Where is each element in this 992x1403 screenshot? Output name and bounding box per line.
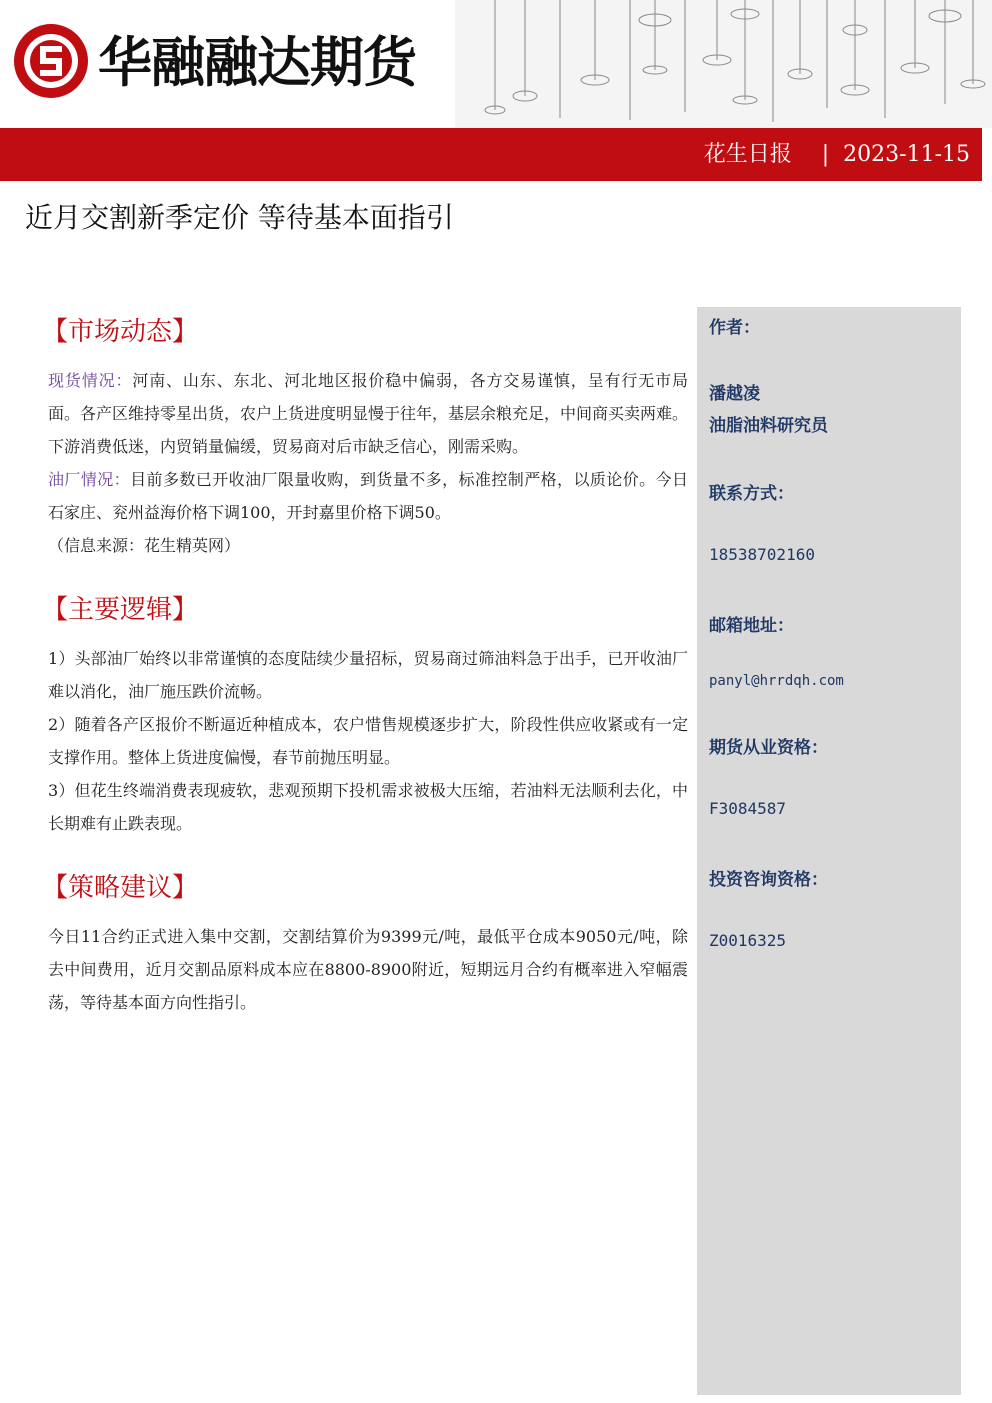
source-note: （信息来源：花生精英网） — [48, 536, 241, 555]
logic-item-1: 1）头部油厂始终以非常谨慎的态度陆续少量招标，贸易商过筛油料急于出手，已开收油厂难以消化，油厂施压跌价流畅。 — [48, 649, 688, 701]
futures-qualification-label: 期货从业资格： — [709, 738, 828, 758]
company-logo-icon — [12, 22, 90, 100]
company-name: 华融融达期货 — [98, 31, 416, 94]
futures-qualification: F3084587 — [709, 799, 787, 818]
report-title: 近月交割新季定价 等待基本面指引 — [25, 201, 454, 234]
report-type: 花生日报 — [703, 142, 792, 167]
spot-text: 河南、山东、东北、河北地区报价稳中偏弱，各方交易谨慎，呈有行无市局面。各产区维持零星出货，农户上货进度明显慢于往年，基层余粮充足，中间商买卖两难。下游消费低迷，内贸销量偏缓，贸易商对后市缺乏信心，刚需采购。 — [48, 371, 689, 456]
report-date: 2023-11-15 — [843, 142, 970, 167]
banner-separator: | — [821, 142, 830, 167]
decorative-light-bulbs — [455, 0, 992, 128]
email-label: 邮箱地址： — [709, 616, 794, 636]
author-name: 潘越凌 — [709, 384, 760, 404]
spot-label: 现货情况： — [48, 371, 133, 390]
report-banner — [0, 128, 982, 181]
market-heading: 【市场动态】 — [42, 317, 199, 347]
mill-label: 油厂情况： — [48, 470, 131, 489]
logic-item-3: 3）但花生终端消费表现疲软，悲观预期下投机需求被极大压缩，若油料无法顺利去化，中长期难有止跌表现。 — [48, 781, 688, 833]
contact-label: 联系方式： — [709, 484, 794, 504]
investment-qualification-label: 投资咨询资格： — [709, 870, 828, 890]
page-header — [0, 0, 992, 128]
spot-paragraph — [48, 364, 688, 463]
author-label: 作者： — [709, 318, 760, 338]
mill-paragraph — [48, 463, 688, 529]
strategy-heading: 【策略建议】 — [42, 873, 199, 903]
main-content — [42, 310, 689, 1019]
author-sidebar — [697, 307, 961, 1395]
phone-number: 18538702160 — [709, 545, 815, 564]
email-address: panyl@hrrdqh.com — [709, 673, 844, 689]
author-title: 油脂油料研究员 — [709, 416, 828, 436]
logic-heading: 【主要逻辑】 — [42, 595, 199, 625]
investment-qualification: Z0016325 — [709, 931, 787, 950]
logic-item-2: 2）随着各产区报价不断逼近种植成本，农户惜售规模逐步扩大，阶段性供应收紧或有一定支撑作用。整体上货进度偏慢，春节前抛压明显。 — [48, 715, 688, 767]
strategy-text: 今日11合约正式进入集中交割，交割结算价为9399元/吨，最低平仓成本9050元/吨，除去中间费用，近月交割品原料成本应在8800-8900附近，短期远月合约有概率进入窄幅震荡，等待基本面方向性指引。 — [48, 927, 688, 1012]
mill-text: 目前多数已开收油厂限量收购，到货量不多，标准控制严格，以质论价。今日石家庄、兖州益海价格下调100，开封嘉里价格下调50。 — [48, 470, 688, 522]
